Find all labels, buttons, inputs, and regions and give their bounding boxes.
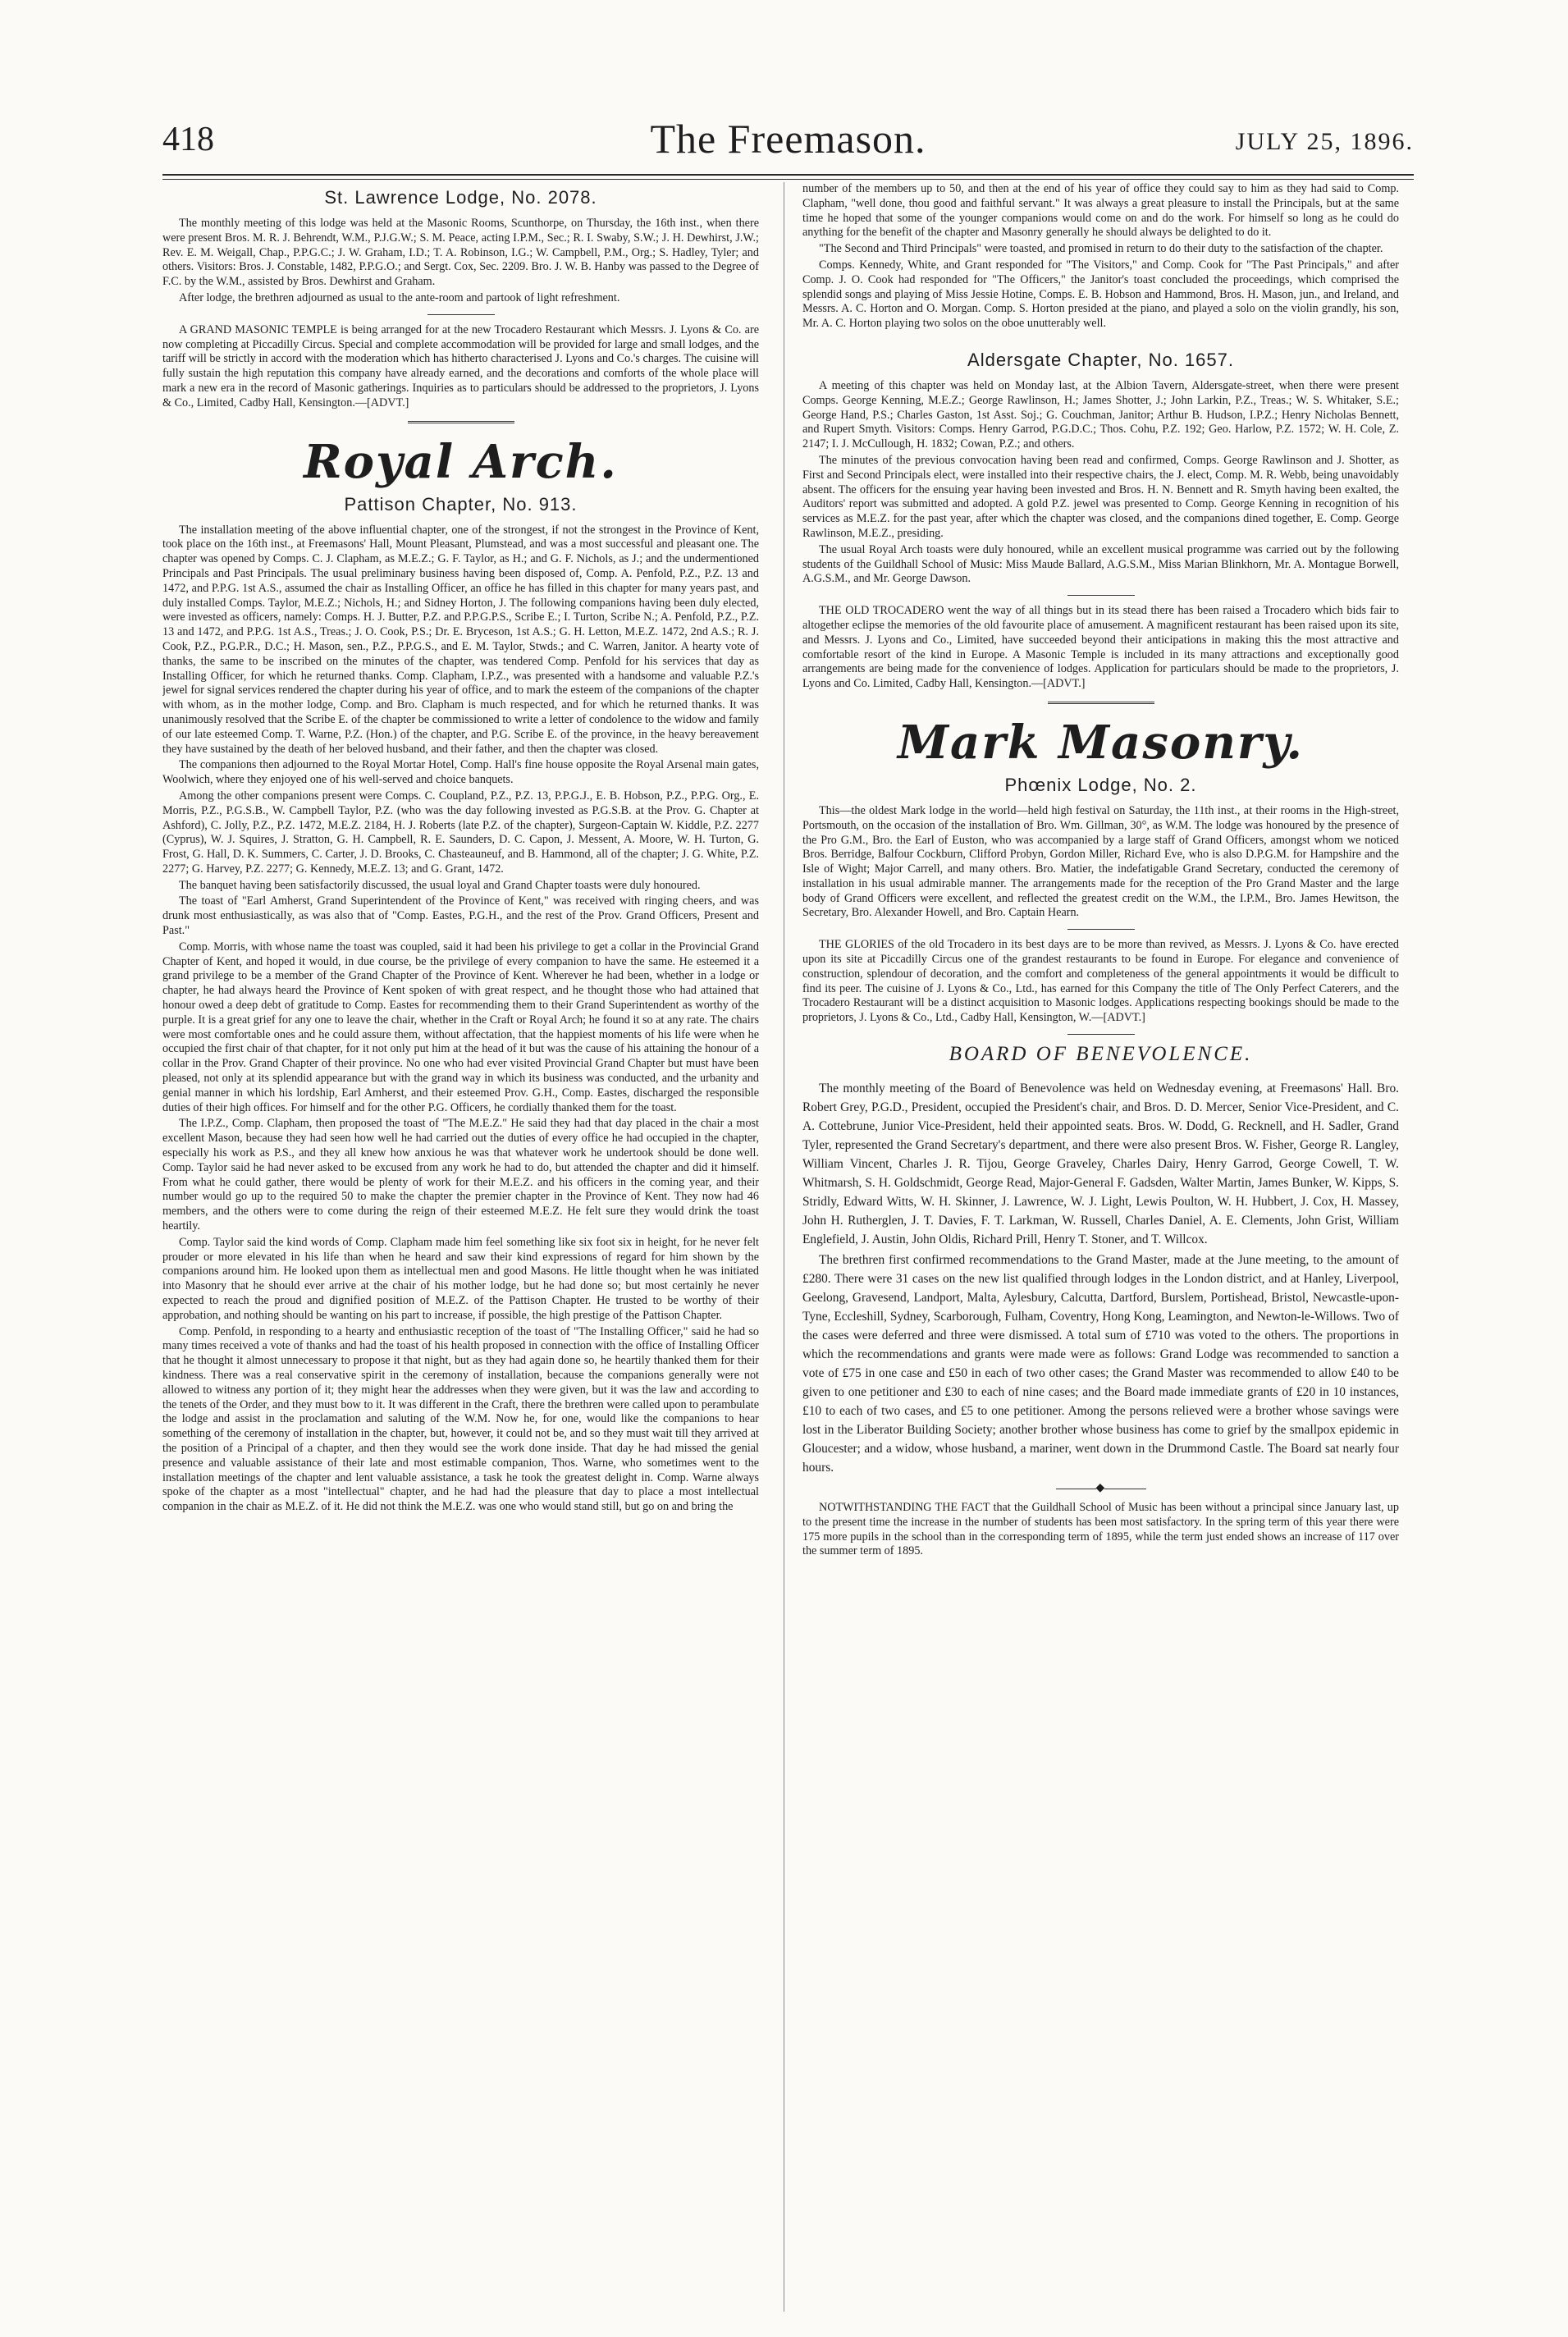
aldersgate-paragraph: The minutes of the previous convocation having been read and confirmed, Comps. George Rawlinson and J. Shotter, as First and Second Principals elect, were installed into their respective chairs, the J. elect, Comp. M. R. Webb, being unavoidably absent. The officers for the ensuing year having been invested and Bros. H. N. Bennett and R. Smyth having been exalted, the Auditors' report was submitted and adopted. A gold P.Z. jewel was presented to Comp. George Kenning in recognition of his services as M.E.Z. for the past year, after which the chapter was closed, and the companions dined together, E. Comp. George Rawlinson, M.E.Z., presiding. (802, 453, 1399, 540)
section-rule (408, 421, 514, 423)
aldersgate-paragraph: A meeting of this chapter was held on Monday last, at the Albion Tavern, Aldersgate-street, when there were present Comps. George Kenning, M.E.Z.; George Rawlinson, H.; James Shotter, J.; John Larkin, P.Z., Treas.; W. S. Whitaker, S.E.; George Hand, P.S.; Charles Gaston, 1st Asst. Soj.; G. Couchman, Janitor; Arthur B. Hudson, I.P.Z.; Henry Nicholas Bennett, and Rupert Smyth. Visitors: Comps. Henry Garrod, P.G.D.C.; Thos. Cohu, P.Z. 192; Geo. Harlow, P.Z. 1572; W. H. Cole, Z. 2147; I. J. McCullough, H. 1832; Cowan, P.Z.; and others. (802, 378, 1399, 451)
left-column (162, 182, 759, 2312)
benevolence-paragraph: The monthly meeting of the Board of Benevolence was held on Wednesday evening, at Freemasons' Hall. Bro. Robert Grey, P.G.D., President, occupied the President's chair, and Bros. D. D. Mercer, Senior Vice-President, and C. A. Cottebrune, Junior Vice-President, held their appointed seats. Bros. W. Dodd, G. Recknell, and H. Sadler, Grand Tyler, represented the Grand Secretary's department, and there were also present Bros. W. Fisher, George R. Langley, William Vincent, Charles J. R. Tijou, George Graveley, Charles Dairy, Henry Garrod, George Cowell, T. W. Whitmarsh, S. H. Goldschmidt, George Read, Major-General F. Gadsden, Walter Martin, James Bunker, W. Kipps, S. Stridly, Edward Witts, W. H. Skinner, J. Lawrence, W. J. Light, Lewis Poulton, W. H. Hubbert, J. Cox, H. Massey, John H. Rutherglen, J. T. Davies, F. T. Larkman, W. Russell, Charles Daniel, A. E. Clements, John Grist, William Englefield, J. Austin, John Oldis, Richard Prill, Henry T. Stoner, and T. Willcox. (802, 1082, 1399, 1247)
royal-arch-title: Royal Arch. (304, 434, 618, 489)
article-paragraph: The I.P.Z., Comp. Clapham, then proposed the toast of "The M.E.Z." He said they had that day placed in the chair a most excellent Mason, because they had seen how well he had carried out the duties of every office he had occupied in the chapter, especially his work as P.S., and they all knew how anxious he was that whatever work he undertook should be done well. Comp. Taylor said he had never asked to be excused from any work he had to do, but attended the chapter and did it himself. From what he could gather, there would be plenty of work for their M.E.Z. and his officers in the coming year, and their number would go up to the required 50 to make the chapter the premier chapter in the Province of Kent. They now had 46 members, and the others were to come during the reign of their esteemed M.E.Z. He felt sure they would drink the toast heartily. (162, 1117, 759, 1233)
section-rule (1067, 595, 1135, 596)
article-paragraph: Comp. Taylor said the kind words of Comp. Clapham made him feel something like six foot six in height, for he never felt prouder or more elevated in his life than when he heard and saw their kind expressions of regard for him shown by the companions around him. He looked upon them as intellectual men and good Masons. He little thought when he was initiated into Masonry that he should ever arrive at the chair of his mother lodge, but he had done so; but most certainly he never expected to reach the proud and dignified position of M.E.Z. of the Pattison Chapter. He trusted to be worthy of their approbation, and nothing should be wanting on his part to increase, if possible, the high prestige of the Pattison Chapter. (162, 1235, 759, 1322)
issue-date: JULY 25, 1896. (1235, 128, 1414, 155)
article-paragraph: The installation meeting of the above influential chapter, one of the strongest, if not the strongest in the Province of Kent, took place on the 16th inst., at Freemasons' Hall, Mount Pleasant, Plumstead, and was a most successful and pleasant one. The chapter was opened by Comps. C. J. Clapham, as M.E.Z.; G. F. Taylor, as H.; and G. F. Nichols, as J.; and the undermentioned Principals and Past Principals. The usual preliminary business having been disposed of, Comp. A. Penfold, P.Z., P.Z. 13 and 1472, and P.P.G. 1st A.S., assumed the chair as Installing Officer, an office he has filled in this chapter for many years past, and duly installed Comps. Taylor, M.E.Z.; Nichols, H.; and Sidney Horton, J. The following companions having been duly elected, were invested as officers, namely: Comps. H. J. Butter, P.Z. and P.P.G.P.S., Scribe E.; I. Turton, Scribe N.; A. Penfold, P.Z., P.Z. 13 and 1472, and P.P.G. 1st A.S., Treas.; J. O. Cook, P.S.; Dr. E. Bryceson, 1st A.S.; G. H. Letton, M.E.Z. 1472, 2nd A.S.; R. J. Cook, P.Z., P.G.P.R., D.C.; H. Mason, sen., P.Z., P.P.G.S., and E. M. Taylor, Stwds.; and C. Warren, Janitor. A hearty vote of thanks, the same to be inscribed on the minutes of the chapter, was tendered Comp. Penfold for his services that day as Installing Officer, for which he returned thanks. Comp. Clapham, I.P.Z., was presented with a handsome and valuable P.Z.'s jewel for signal services rendered the chapter during his year of office, and to mark the esteem of the companions of the chapter with whom, as in the mother lodge, Comp. and Bro. Clapham is much respected, and for which he returned thanks. It was unanimously resolved that the Scribe E. of the chapter be commissioned to write a letter of condolence to the widow and family of our late esteemed Comp. T. Warne, P.Z. (Hon.) of the chapter, and P.G. Scribe E. of the province, in the heavy bereavement they have sustained by the death of her beloved husband, and their father, and then the chapter was closed. (162, 523, 759, 756)
trocadero-notice: A GRAND MASONIC TEMPLE is being arranged for at the new Trocadero Restaurant which Messrs. J. Lyons & Co. are now completing at Piccadilly Circus. Special and complete accommodation will be provided for large and small lodges, and the tariff will be strictly in accord with the moderation which has hitherto characterised J. Lyons and Co.'s charges. The cuisine will fully sustain the high reputation this company have already earned, and the decorations and comforts of the whole place will mark a new era in the record of Masonic gatherings. Inquiries as to particulars should be addressed to the proprietors, J. Lyons & Co., Limited, Cadby Hall, Kensington.—[ADVT.] (162, 322, 759, 409)
article-paragraph: Comp. Morris, with whose name the toast was coupled, said it had been his privilege to get a collar in the Provincial Grand Chapter of Kent, and hoped it would, in due course, be the privilege of every companion to have the same. He esteemed it a grand privilege to be a member of the Grand Chapter of the Province of Kent. Wherever he had been, whether in a lodge or chapter, he had always heard the Province of Kent spoken of with great respect, and he thought those who had attained that honour owed a deep debt of gratitude to Comp. Eastes for recommending them to their Grand Superintendent as worthy of the purple. It is a great grief for any one to leave the chair, whether in the Craft or Royal Arch; he found it so at any rate. The chairs were most comfortable ones and he could assure them, without affectation, that the happiest moments of his life were when he occupied the first chair of that chapter, for it not only put him at the head of it but was the cause of his attaining the honour of a collar in the Prov. Grand Chapter of their province. No one who had ever visited Provincial Grand Chapter but must have been pleased, not only at its splendid appearance but with the grand way in which its business was conducted, and the urbanity and genial manner in which his lordship, Earl Amherst, and their esteemed Prov. G.H., Comp. Eastes, discharged the responsible duties of their high offices. For himself and for the other P.G. Officers, he cordially thanked them for the toast. (162, 940, 759, 1114)
mark-masonry-title: Mark Masonry. (897, 715, 1305, 770)
header-rule (162, 174, 1414, 176)
page-number: 418 (162, 121, 214, 158)
aldersgate-paragraph: The usual Royal Arch toasts were duly honoured, while an excellent musical programme was carried out by the following students of the Guildhall School of Music: Miss Maude Ballard, A.G.S.M., Miss Marian Blinkhorn, Mr. A. Montague Borwell, A.G.S.M., and Mr. George Dawson. (802, 542, 1399, 586)
st-lawrence-heading: St. Lawrence Lodge, No. 2078. (324, 187, 597, 208)
guildhall-notice: NOTWITHSTANDING THE FACT that the Guildhall School of Music has been without a principal since January last, up to the present time the increase in the number of students has been most satisfactory. In the spring term of this year there were 175 more pupils in the school than in the corresponding term of 1895, while the term just ended shows an increase of 117 over the summer term of 1895. (802, 1501, 1399, 1558)
st-lawrence-paragraph: After lodge, the brethren adjourned as usual to the ante-room and partook of light refreshment. (179, 290, 620, 304)
article-paragraph: The toast of "Earl Amherst, Grand Superintendent of the Province of Kent," was received with ringing cheers, and was drunk most enthusiastically, as was also that of "Comp. Eastes, P.G.H., and the rest of the Prov. Grand Officers, Present and Past." (162, 894, 759, 938)
newspaper-title: The Freemason. (650, 116, 926, 162)
article-paragraph: The companions then adjourned to the Royal Mortar Hotel, Comp. Hall's fine house opposite the Royal Arsenal main gates, Woolwich, where they enjoyed one of his well-served and choice banquets. (162, 758, 759, 787)
phoenix-lodge-paragraph: This—the oldest Mark lodge in the world—held high festival on Saturday, the 11th inst., at their rooms in the High-street, Portsmouth, on the occasion of the installation of Bro. Wm. Gillman, 30°, as W.M. The lodge was honoured by the presence of the Pro G.M., Bro. the Earl of Euston, who was accompanied by a large staff of Grand Officers, amongst whom we noticed Bros. Berridge, Balfour Cockburn, Clifford Probyn, Gordon Miller, Richard Eve, who is also D.P.G.M. for Hampshire and the Isle of Wight; Major Carrell, and many others. Bro. Matier, the indefatigable Grand Secretary, conducted the ceremony of installation in his usual admirable manner. The arrangements made for the reception of the Pro Grand Master and the large body of Grand Officers were excellent, and reflected the greatest credit on the W.M., the I.P.M., Bro. James Hewitson, the Secretary, Bro. Alexander Howell, and Bro. Captain Hearn. (802, 803, 1399, 920)
section-rule (1067, 929, 1135, 930)
pattison-chapter-heading: Pattison Chapter, No. 913. (344, 493, 578, 515)
header-rule-thin (162, 179, 1414, 180)
st-lawrence-paragraph: The monthly meeting of this lodge was held at the Masonic Rooms, Scunthorpe, on Thursday, the 16th inst., when there were present Bros. M. R. J. Behrendt, W.M., P.J.G.W.; S. M. Peace, acting I.P.M., Sec.; R. I. Swaby, S.W.; J. H. Dewhirst, J.W.; Rev. E. M. Weigall, Chap., P.P.G.C.; J. W. Graham, I.D.; T. A. Robinson, I.G.; W. Campbell, P.M., Org.; S. Hadley, Tyler; and others. Visitors: Bros. J. Constable, 1482, P.P.G.O.; and Sergt. Cox, Sec. 2209. Bro. J. W. B. Hanby was passed to the Degree of F.C. by the W.M., assisted by Bros. Dewhirst and Graham. (162, 217, 759, 289)
diamond-icon: ◆ (1095, 1482, 1105, 1495)
section-rule (1048, 702, 1154, 704)
glories-notice: THE GLORIES of the old Trocadero in its best days are to be more than revived, as Messrs. J. Lyons & Co. have erected upon its site at Piccadilly Circus one of the grandest restaurants to be found in Europe. For elegance and convenience of construction, splendour of decoration, and the comfort and completeness of the general appointments it would be difficult to find its peer. The cuisine of J. Lyons & Co., Ltd., has earned for this Company the title of The Only Perfect Caterers, and the Trocadero Restaurant will be a distinct acquisition to Masonic lodges. Applications respecting bookings should be made to the proprietors, J. Lyons & Co., Ltd., Cadby Hall, Kensington, W.—[ADVT.] (802, 938, 1399, 1025)
phoenix-lodge-heading: Phœnix Lodge, No. 2. (1004, 774, 1197, 795)
masthead (162, 115, 1414, 181)
benevolence-heading: BOARD OF BENEVOLENCE. (949, 1043, 1253, 1066)
section-rule (427, 314, 495, 315)
section-rule (1067, 1034, 1135, 1035)
continuation-paragraph: number of the members up to 50, and then at the end of his year of office they could say to him as they had said to Comp. Clapham, "well done, thou good and faithful servant." It was always a great pleasure to install the Principals, but at the same time he hoped that some of the younger companions would come on and do the work. For himself so long as he could do anything for the benefit of the chapter and Masonry generally he should always be delighted to do it. (802, 182, 1399, 240)
article-paragraph: Comp. Penfold, in responding to a hearty and enthusiastic reception of the toast of "The Installing Officer," said he had so many times received a vote of thanks and had the toast of his health proposed in connection with the office of Installing Officer that he thought it almost unnecessary to propose it that night, but as they had again done so, he heartily thanked them for their kindness. There was a real conservative spirit in the ceremony of installation, because the companions generally were not allowed to witness any portion of it; they might hear the addresses when they were given, but it was the law and according to the tenets of the Order, and they must bow to it. It was different in the Craft, there the brethren were called upon to perambulate the lodge and assist in the proclamation and saluting of the W.M. Now he, for one, would like the companions to hear something of the ceremony of installation in the chapter, but, however, it could not be, and so they must wait till they arrived at the position of a Principal of a chapter, and then they would see the work done inside. That day he had missed the genial presence and valuable assistance of their late and most estimable companion, Thos. Warne, who sometimes went to the installation meetings of the chapter and lent valuable assistance, a task he took the greatest delight in. Comp. Warne always spoke of the chapter as a most "intellectual" chapter, and he had had the pleasure that day to place a most intellectual companion in the chair as M.E.Z. of it. He did not think the M.E.Z. was one who would stand still, but go on and bring the (162, 1324, 759, 1514)
aldersgate-heading: Aldersgate Chapter, No. 1657. (967, 349, 1234, 370)
article-paragraph: Among the other companions present were Comps. C. Coupland, P.Z., P.Z. 13, P.P.G.J., E. B. Hobson, P.Z., P.P.G. Org., E. Morris, P.Z., P.G.S.B., W. Campbell Taylor, P.Z. (who was the day following invested as P.G.S.B. at the Prov. G. Chapter at Ashford), C. Jolly, P.Z., P.Z. 1472, M.E.Z. 2184, H. J. Roberts (late P.Z. of the chapter), Surgeon-Captain W. Kiddle, P.Z. 2277 (Cyprus), W. J. Squires, J. Stratton, G. H. Campbell, R. E. Saunders, D. C. Capon, J. Messent, A. Moore, W. H. Turton, G. Frost, G. Hall, D. K. Summers, C. Carter, J. D. Brooks, C. Chasteauneuf, and B. Hammond, all of the chapter; J. G. White, P.Z. 2277; G. Harvey, P.Z. 2277; G. Kennedy, M.E.Z. 13; and G. Grant, 1472. (162, 789, 759, 876)
continuation-paragraph: "The Second and Third Principals" were toasted, and promised in return to do their duty to the satisfaction of the chapter. (819, 242, 1383, 256)
continuation-paragraph: Comps. Kennedy, White, and Grant responded for "The Visitors," and Comp. Cook for "The Past Principals," and after Comp. J. O. Cook had responded for "The Officers," the Janitor's toast concluded the proceedings, which comprised the splendid songs and playing of Miss Jessie Hotine, Comps. E. B. Hobson and Hammond, Bros. H. Mason, jun., and Ireland, and Messrs. A. C. Horton and O. Morgan. Comp. S. Horton presided at the piano, and played a solo on the violin grandly, his son, Mr. A. C. Horton playing two solos on the oboe unutterably well. (802, 258, 1399, 331)
benevolence-paragraph: The brethren first confirmed recommendations to the Grand Master, made at the June meeting, to the amount of £280. There were 31 cases on the new list qualified through lodges in the London district, and at Hanley, Liverpool, Geelong, Gravesend, Landport, Malta, Aylesbury, Calcutta, Dartford, Burslem, Portishead, Bristol, Newcastle-upon-Tyne, Eccleshill, Sydney, Scarborough, Fulham, Coventry, Hong Kong, Leamington, and Newton-le-Willows. Two of the cases were deferred and three were dismissed. A total sum of £710 was voted to the others. The proportions in which the recommendations and grants were made were as follows: Grand Lodge was recommended to sanction a vote of £75 in one case and £50 in each of two other cases; the Grand Master was recommended to allow £40 to be given to one petitioner and £30 to each of nine cases; and the Board made immediate grants of £20 in 10 instances, £10 to each of two cases, and £5 to one petitioner. Among the persons relieved were a brother whose savings were lost in the Liberator Building Society; another brother whose business has come to grief by the smallpox epidemic in Gloucester; and a widow, whose husband, a mariner, went down in the Drummond Castle. The Board sat nearly four hours. (802, 1253, 1399, 1475)
old-trocadero-notice: THE OLD TROCADERO went the way of all things but in its stead there has been raised a Trocadero which bids fair to altogether eclipse the memories of the old favourite place of amusement. A magnificent restaurant has been raised upon its site, and Messrs. J. Lyons and Co., Limited, have succeeded beyond their anticipations in making this the most attractive and comfortable resort of the kind in Europe. A Masonic Temple is included in its many attractions and exceptionally good arrangements are being made for the convenience of lodges. Application for particulars should be made to the proprietors, J. Lyons and Co. Limited, Cadby Hall, Kensington.—[ADVT.] (802, 604, 1399, 691)
article-paragraph: The banquet having been satisfactorily discussed, the usual loyal and Grand Chapter toasts were duly honoured. (179, 878, 701, 892)
right-column (802, 182, 1399, 2312)
